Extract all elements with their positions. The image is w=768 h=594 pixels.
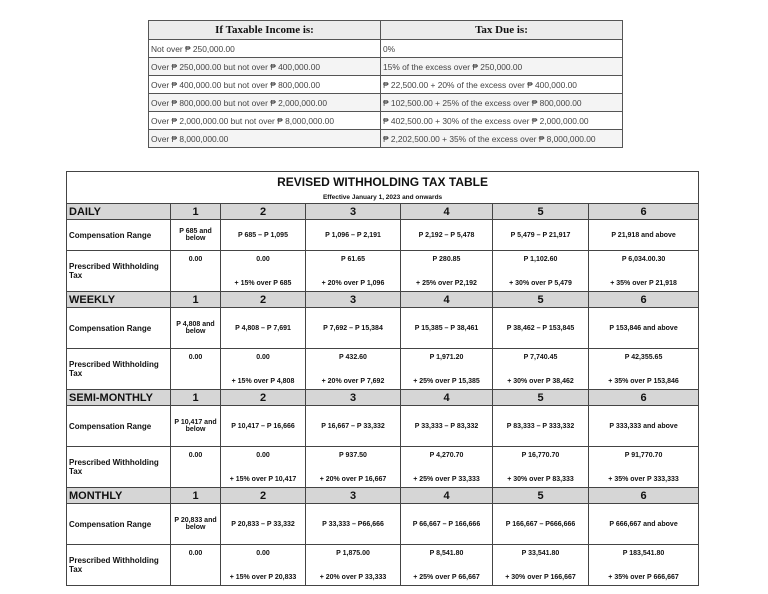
- bracket-number: 6: [589, 204, 699, 220]
- bracket-number: 5: [493, 488, 589, 504]
- compensation-range-cell: P 685 – P 1,095: [221, 220, 306, 251]
- income-bracket: Over ₱ 400,000.00 but not over ₱ 800,000.00: [149, 76, 381, 94]
- withholding-tax-cell: [171, 251, 221, 292]
- bracket-number: 4: [401, 204, 493, 220]
- compensation-range-cell: P 4,808 – P 7,691: [221, 308, 306, 349]
- income-row: [149, 76, 623, 94]
- income-bracket: Over ₱ 800,000.00 but not over ₱ 2,000,000.00: [149, 94, 381, 112]
- withholding-tax-cell: [493, 447, 589, 488]
- tax-rate-over: + 25% over P 15,385: [413, 378, 480, 385]
- compensation-range-cell: P 666,667 and above: [589, 504, 699, 545]
- tax-rate-over: + 35% over P 21,918: [610, 280, 677, 287]
- period-label-monthly: MONTHLY: [67, 488, 171, 504]
- withholding-tax-cell: [221, 349, 306, 390]
- compensation-range-cell: P 685 and below: [171, 220, 221, 251]
- withholding-tax-cell: [589, 545, 699, 586]
- tax-base-amount: P 8,541.80: [429, 550, 464, 557]
- compensation-range-label: Compensation Range: [67, 504, 171, 545]
- bracket-number: 6: [589, 292, 699, 308]
- tax-due: ₱ 22,500.00 + 20% of the excess over ₱ 400,000.00: [381, 76, 623, 94]
- compensation-range-cell: P 5,479 – P 21,917: [493, 220, 589, 251]
- tax-base-amount: P 42,355.65: [624, 354, 663, 361]
- bracket-number: 1: [171, 488, 221, 504]
- tax-base-amount: 0.00: [188, 452, 203, 459]
- bracket-number: 2: [221, 292, 306, 308]
- tax-rate-over: + 35% over P 666,667: [608, 574, 679, 581]
- tax-due: ₱ 102,500.00 + 25% of the excess over ₱ 800,000.00: [381, 94, 623, 112]
- compensation-range-cell: P 20,833 – P 33,332: [221, 504, 306, 545]
- compensation-range-cell: P 10,417 and below: [171, 406, 221, 447]
- tax-rate-over: + 30% over P 83,333: [507, 476, 574, 483]
- bracket-number: 1: [171, 390, 221, 406]
- compensation-range-label: Compensation Range: [67, 220, 171, 251]
- compensation-range-cell: P 10,417 – P 16,666: [221, 406, 306, 447]
- compensation-range-label: Compensation Range: [67, 308, 171, 349]
- withholding-tax-cell: [493, 545, 589, 586]
- income-bracket: Not over ₱ 250,000.00: [149, 40, 381, 58]
- bracket-number: 5: [493, 292, 589, 308]
- monthly-header-row: [67, 488, 699, 504]
- compensation-range-cell: P 15,385 – P 38,461: [401, 308, 493, 349]
- income-tax-table: [148, 20, 623, 148]
- compensation-range-cell: P 33,333 – P66,666: [306, 504, 401, 545]
- compensation-range-cell: P 166,667 – P666,666: [493, 504, 589, 545]
- monthly-range-row: [67, 504, 699, 545]
- tax-rate-over: + 20% over P 1,096: [321, 280, 385, 287]
- tax-due: 0%: [381, 40, 623, 58]
- tax-rate-over: + 15% over P 20,833: [229, 574, 297, 581]
- tax-base-amount: P 16,770.70: [521, 452, 560, 459]
- withholding-tax-cell: [589, 349, 699, 390]
- bracket-number: 4: [401, 390, 493, 406]
- tax-base-amount: 0.00: [188, 550, 203, 557]
- tax-rate-over: + 30% over P 5,479: [509, 280, 572, 287]
- tax-rate-over: + 30% over P 38,462: [507, 378, 574, 385]
- tax-rate-over: + 35% over P 153,846: [608, 378, 679, 385]
- bracket-number: 1: [171, 292, 221, 308]
- income-bracket: Over ₱ 250,000.00 but not over ₱ 400,000.00: [149, 58, 381, 76]
- semi-monthly-tax-row: [67, 447, 699, 488]
- withholding-tax-cell: [171, 447, 221, 488]
- tax-rate-over: + 20% over P 7,692: [321, 378, 385, 385]
- bracket-number: 3: [306, 204, 401, 220]
- income-row: [149, 94, 623, 112]
- tax-rate-over: + 25% over P 66,667: [413, 574, 480, 581]
- tax-base-amount: P 432.60: [339, 354, 367, 361]
- tax-rate-over: + 20% over P 33,333: [319, 574, 387, 581]
- tax-rate-over: + 25% over P2,192: [416, 280, 477, 287]
- daily-tax-row: [67, 251, 699, 292]
- compensation-range-cell: P 1,096 – P 2,191: [306, 220, 401, 251]
- compensation-range-cell: P 2,192 – P 5,478: [401, 220, 493, 251]
- tax-base-amount: P 7,740.45: [523, 354, 558, 361]
- withholding-tax-cell: [401, 545, 493, 586]
- withholding-tax-cell: [171, 545, 221, 586]
- compensation-range-cell: P 33,333 – P 83,332: [401, 406, 493, 447]
- table-subtitle: Effective January 1, 2023 and onwards: [67, 192, 699, 204]
- compensation-range-cell: P 16,667 – P 33,332: [306, 406, 401, 447]
- bracket-number: 6: [589, 488, 699, 504]
- compensation-range-cell: P 83,333 – P 333,332: [493, 406, 589, 447]
- withholding-tax-cell: [493, 251, 589, 292]
- withholding-tax-cell: [306, 349, 401, 390]
- withholding-tax-cell: [401, 349, 493, 390]
- tax-due: ₱ 2,202,500.00 + 35% of the excess over ₱ 8,000,000.00: [381, 130, 623, 148]
- compensation-range-cell: P 21,918 and above: [589, 220, 699, 251]
- withholding-tax-cell: [171, 349, 221, 390]
- tax-base-amount: P 183,541.80: [622, 550, 665, 557]
- tax-base-amount: 0.00: [256, 256, 270, 263]
- compensation-range-cell: P 4,808 and below: [171, 308, 221, 349]
- bracket-number: 2: [221, 204, 306, 220]
- tax-rate-over: + 15% over P 4,808: [231, 378, 295, 385]
- tax-base-amount: P 280.85: [432, 256, 461, 263]
- tax-base-amount: 0.00: [256, 550, 270, 557]
- tax-base-amount: 0.00: [256, 354, 270, 361]
- withholding-tax-table: [66, 171, 699, 586]
- income-row: [149, 130, 623, 148]
- tax-base-amount: P 61.65: [340, 256, 365, 263]
- withholding-tax-cell: [401, 447, 493, 488]
- period-label-weekly: WEEKLY: [67, 292, 171, 308]
- compensation-range-label: Compensation Range: [67, 406, 171, 447]
- withholding-tax-cell: [589, 251, 699, 292]
- weekly-range-row: [67, 308, 699, 349]
- bracket-number: 4: [401, 292, 493, 308]
- tax-due: ₱ 402,500.00 + 30% of the excess over ₱ 2,000,000.00: [381, 112, 623, 130]
- period-label-semi-monthly: SEMI-MONTHLY: [67, 390, 171, 406]
- tax-base-amount: 0.00: [256, 452, 270, 459]
- header-taxable-income: If Taxable Income is:: [149, 21, 381, 40]
- tax-base-amount: P 1,971.20: [429, 354, 464, 361]
- bracket-number: 4: [401, 488, 493, 504]
- tax-rate-over: + 30% over P 166,667: [505, 574, 576, 581]
- withholding-tax-cell: [221, 251, 306, 292]
- withholding-tax-label: Prescribed Withholding Tax: [67, 545, 171, 586]
- monthly-tax-row: [67, 545, 699, 586]
- tax-base-amount: P 6,034.00.30: [621, 256, 666, 263]
- withholding-tax-cell: [306, 545, 401, 586]
- daily-range-row: [67, 220, 699, 251]
- header-tax-due: Tax Due is:: [381, 21, 623, 40]
- withholding-tax-cell: [306, 447, 401, 488]
- bracket-number: 1: [171, 204, 221, 220]
- withholding-tax-cell: [493, 349, 589, 390]
- withholding-tax-cell: [221, 447, 306, 488]
- tax-rate-over: + 15% over P 685: [234, 280, 292, 287]
- weekly-header-row: [67, 292, 699, 308]
- daily-header-row: [67, 204, 699, 220]
- income-row: [149, 58, 623, 76]
- tax-base-amount: P 33,541.80: [521, 550, 560, 557]
- compensation-range-cell: P 333,333 and above: [589, 406, 699, 447]
- tax-rate-over: + 15% over P 10,417: [229, 476, 297, 483]
- tax-base-amount: 0.00: [188, 256, 203, 263]
- income-row: [149, 40, 623, 58]
- bracket-number: 6: [589, 390, 699, 406]
- tax-base-amount: P 1,102.60: [523, 256, 558, 263]
- tax-base-amount: 0.00: [188, 354, 203, 361]
- period-label-daily: DAILY: [67, 204, 171, 220]
- tax-rate-over: + 20% over P 16,667: [319, 476, 387, 483]
- bracket-number: 5: [493, 390, 589, 406]
- withholding-tax-cell: [306, 251, 401, 292]
- bracket-number: 2: [221, 488, 306, 504]
- compensation-range-cell: P 20,833 and below: [171, 504, 221, 545]
- compensation-range-cell: P 66,667 – P 166,666: [401, 504, 493, 545]
- income-bracket: Over ₱ 8,000,000.00: [149, 130, 381, 148]
- tax-rate-over: + 35% over P 333,333: [608, 476, 679, 483]
- bracket-number: 2: [221, 390, 306, 406]
- withholding-tax-label: Prescribed Withholding Tax: [67, 447, 171, 488]
- income-row: [149, 112, 623, 130]
- withholding-tax-cell: [589, 447, 699, 488]
- semi-monthly-range-row: [67, 406, 699, 447]
- withholding-tax-cell: [401, 251, 493, 292]
- tax-base-amount: P 1,875.00: [336, 550, 370, 557]
- compensation-range-cell: P 153,846 and above: [589, 308, 699, 349]
- weekly-tax-row: [67, 349, 699, 390]
- tax-base-amount: P 91,770.70: [624, 452, 663, 459]
- bracket-number: 3: [306, 292, 401, 308]
- bracket-number: 3: [306, 390, 401, 406]
- tax-due: 15% of the excess over ₱ 250,000.00: [381, 58, 623, 76]
- tax-base-amount: P 937.50: [339, 452, 367, 459]
- compensation-range-cell: P 38,462 – P 153,845: [493, 308, 589, 349]
- tax-base-amount: P 4,270.70: [429, 452, 464, 459]
- income-bracket: Over ₱ 2,000,000.00 but not over ₱ 8,000,000.00: [149, 112, 381, 130]
- withholding-tax-label: Prescribed Withholding Tax: [67, 349, 171, 390]
- bracket-number: 5: [493, 204, 589, 220]
- withholding-tax-label: Prescribed Withholding Tax: [67, 251, 171, 292]
- semi-monthly-header-row: [67, 390, 699, 406]
- bracket-number: 3: [306, 488, 401, 504]
- income-table-header: [149, 21, 623, 40]
- table-title: REVISED WITHHOLDING TAX TABLE: [67, 172, 699, 193]
- tax-rate-over: + 25% over P 33,333: [413, 476, 480, 483]
- compensation-range-cell: P 7,692 – P 15,384: [306, 308, 401, 349]
- withholding-tax-cell: [221, 545, 306, 586]
